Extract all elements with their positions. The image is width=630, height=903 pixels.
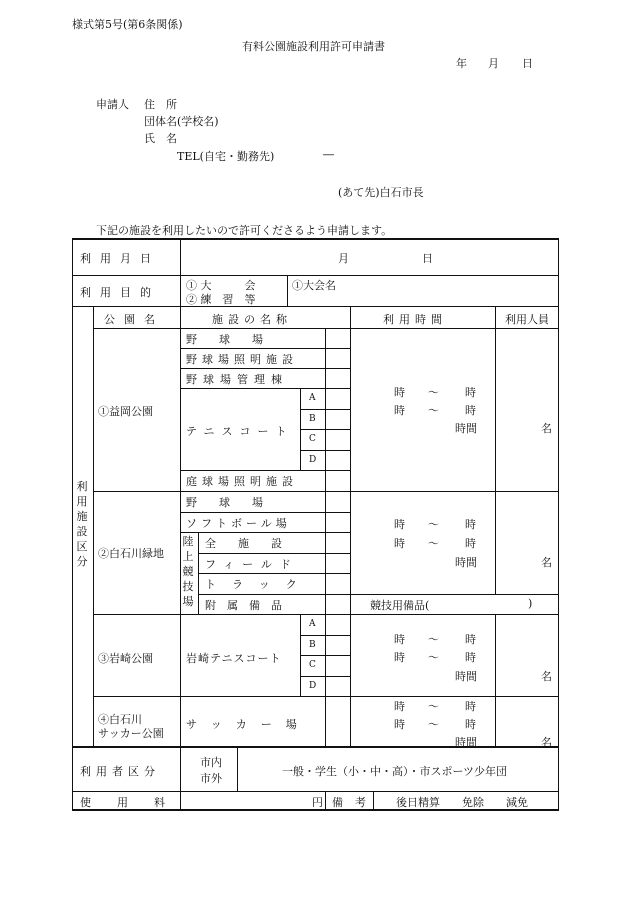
park-soccer-line2: サッカー公園 xyxy=(98,727,164,740)
tel-dash: ― xyxy=(323,148,334,161)
people-count[interactable]: 名 xyxy=(541,736,552,749)
purpose-option-tournament[interactable]: ① 大 会 xyxy=(186,279,256,292)
facility-baseball[interactable]: 野 球 場 xyxy=(186,333,263,346)
park-soccer-line1: ④白石川 xyxy=(98,713,142,726)
park-iwasaki: ③岩崎公園 xyxy=(98,652,153,665)
time-range-separator: ～ xyxy=(428,404,439,417)
time-end-hour[interactable]: 時 xyxy=(465,651,476,664)
equipment-field[interactable]: 競技用備品( xyxy=(370,599,430,612)
time-range-separator: ～ xyxy=(428,700,439,713)
settlement-options[interactable]: 後日精算 免除 減免 xyxy=(396,796,528,809)
people-count[interactable]: 名 xyxy=(541,556,552,569)
court-d[interactable]: D xyxy=(309,455,317,465)
form-number: 様式第5号(第6条関係) xyxy=(72,18,183,31)
court-a[interactable]: A xyxy=(309,393,316,403)
park-shiroishigawa: ②白石川緑地 xyxy=(98,547,164,560)
city-resident-option[interactable]: 市内 xyxy=(200,756,222,769)
facility-soccer-field[interactable]: サッカー場 xyxy=(186,718,311,731)
facility-all[interactable]: 全 施 設 xyxy=(205,537,282,550)
time-end-hour[interactable]: 時 xyxy=(465,404,476,417)
court-a[interactable]: A xyxy=(309,619,316,629)
user-class-label: 利用者区分 xyxy=(80,765,160,778)
non-resident-option[interactable]: 市外 xyxy=(200,772,222,785)
date-month-label: 月 xyxy=(488,57,499,70)
remarks-label: 備考 xyxy=(332,796,378,809)
document-title: 有料公園施設利用許可申請書 xyxy=(242,40,385,53)
total-hours[interactable]: 時間 xyxy=(455,556,477,569)
applicant-label: 申請人 xyxy=(96,98,129,111)
fee-label: 使用料 xyxy=(80,796,191,809)
date-day-label: 日 xyxy=(522,57,533,70)
name-label: 氏 名 xyxy=(144,132,177,145)
time-start-hour[interactable]: 時 xyxy=(394,386,405,399)
park-name-header: 公園名 xyxy=(104,313,164,326)
time-start-hour[interactable]: 時 xyxy=(394,404,405,417)
facility-tennis-court[interactable]: テニスコート xyxy=(186,425,294,438)
people-count[interactable]: 名 xyxy=(541,670,552,683)
time-start-hour[interactable]: 時 xyxy=(394,700,405,713)
facility-softball[interactable]: ソフトボール場 xyxy=(186,517,291,530)
total-hours[interactable]: 時間 xyxy=(455,670,477,683)
facility-tennis-lighting[interactable]: 庭球場照明施設 xyxy=(186,475,298,488)
time-range-separator: ～ xyxy=(428,386,439,399)
usage-purpose-label: 利用目的 xyxy=(80,286,160,299)
usage-date-label: 利用月日 xyxy=(80,252,160,265)
facility-baseball[interactable]: 野 球 場 xyxy=(186,496,263,509)
usage-month-field[interactable]: 月 xyxy=(338,252,349,265)
tel-label: TEL(自宅・勤務先) xyxy=(177,150,275,163)
time-range-separator: ～ xyxy=(428,518,439,531)
application-statement: 下記の施設を利用したいので許可くださるよう申請します。 xyxy=(96,224,393,237)
facility-track[interactable]: トラック xyxy=(205,578,313,591)
court-b[interactable]: B xyxy=(309,414,316,424)
court-d[interactable]: D xyxy=(309,681,317,691)
facility-iwasaki-tennis[interactable]: 岩崎テニスコート xyxy=(186,652,282,665)
time-start-hour[interactable]: 時 xyxy=(394,651,405,664)
court-b[interactable]: B xyxy=(309,640,316,650)
facility-name-header: 施設の名称 xyxy=(212,313,292,326)
time-end-hour[interactable]: 時 xyxy=(465,537,476,550)
time-end-hour[interactable]: 時 xyxy=(465,518,476,531)
time-range-separator: ～ xyxy=(428,718,439,731)
time-range-separator: ～ xyxy=(428,633,439,646)
date-year-label: 年 xyxy=(456,57,467,70)
tournament-name-field[interactable]: ①大会名 xyxy=(292,279,336,292)
time-end-hour[interactable]: 時 xyxy=(465,700,476,713)
facility-field[interactable]: フィールド xyxy=(205,558,299,571)
time-end-hour[interactable]: 時 xyxy=(465,718,476,731)
usage-time-header: 利用時間 xyxy=(383,313,447,326)
usage-day-field[interactable]: 日 xyxy=(422,252,433,265)
time-end-hour[interactable]: 時 xyxy=(465,386,476,399)
facility-athletics-stadium: 陸上競技場 xyxy=(182,535,194,608)
time-start-hour[interactable]: 時 xyxy=(394,718,405,731)
people-count[interactable]: 名 xyxy=(541,422,552,435)
court-c[interactable]: C xyxy=(309,660,316,670)
total-hours[interactable]: 時間 xyxy=(455,422,477,435)
time-range-separator: ～ xyxy=(428,537,439,550)
people-count-header: 利用人員 xyxy=(505,313,549,326)
time-start-hour[interactable]: 時 xyxy=(394,518,405,531)
facility-baseball-office[interactable]: 野球場管理棟 xyxy=(186,373,288,386)
court-c[interactable]: C xyxy=(309,434,316,444)
time-start-hour[interactable]: 時 xyxy=(394,633,405,646)
user-type-options[interactable]: 一般・学生（小・中・高）・市スポーツ少年団 xyxy=(282,765,508,778)
facility-section-label: 利用施設区分 xyxy=(76,480,88,568)
fee-yen[interactable]: 円 xyxy=(312,796,323,809)
time-end-hour[interactable]: 時 xyxy=(465,633,476,646)
park-masuoka: ①益岡公園 xyxy=(98,405,153,418)
group-name-label: 団体名(学校名) xyxy=(144,115,219,128)
time-start-hour[interactable]: 時 xyxy=(394,537,405,550)
total-hours[interactable]: 時間 xyxy=(455,736,477,749)
equipment-close: ) xyxy=(528,597,533,610)
facility-baseball-lighting[interactable]: 野球場照明施設 xyxy=(186,353,298,366)
address-label: 住 所 xyxy=(144,98,177,111)
addressee: (あて先)白石市長 xyxy=(338,186,424,199)
time-range-separator: ～ xyxy=(428,651,439,664)
facility-equipment[interactable]: 附 属 備 品 xyxy=(205,599,282,612)
purpose-option-practice[interactable]: ② 練 習 等 xyxy=(186,293,256,306)
